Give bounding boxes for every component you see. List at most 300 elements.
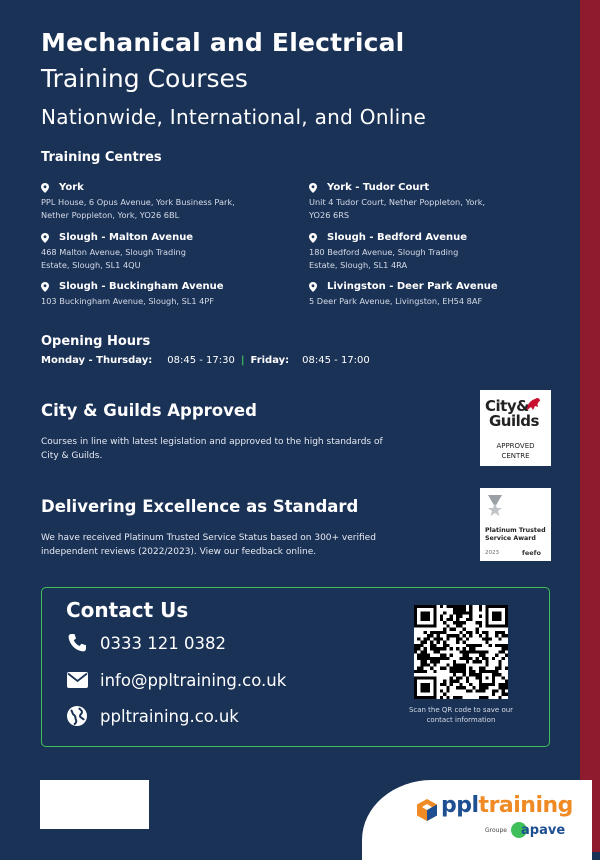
weekday-label: Monday - Thursday: xyxy=(41,355,153,366)
qr-module xyxy=(498,667,501,670)
qr-module xyxy=(469,631,472,634)
friday-label: Friday: xyxy=(250,355,290,366)
centre-address: 468 Malton Avenue, Slough Trading Estate, Slough, SL1 4QU xyxy=(41,247,186,270)
qr-module xyxy=(446,663,449,666)
qr-module xyxy=(420,611,430,621)
map-pin-icon xyxy=(41,183,49,193)
qr-module xyxy=(446,634,449,637)
qr-module xyxy=(417,637,420,640)
centre-name: Livingston - Deer Park Avenue xyxy=(327,281,498,292)
qr-module xyxy=(414,650,417,653)
centre-address: 103 Buckingham Avenue, Slough, SL1 4PF xyxy=(41,296,215,306)
qr-module xyxy=(440,667,443,670)
qr-module xyxy=(420,670,423,673)
qr-module xyxy=(466,637,469,640)
qr-module xyxy=(440,637,443,640)
qr-module xyxy=(433,631,436,634)
qr-module xyxy=(417,644,420,647)
qr-module xyxy=(485,660,488,663)
contact-phone[interactable]: 0333 121 0382 xyxy=(100,633,226,653)
award-star-icon xyxy=(486,493,504,523)
qr-module xyxy=(479,605,482,608)
qr-module xyxy=(453,670,456,673)
qr-module xyxy=(443,611,446,614)
qr-module xyxy=(430,647,433,650)
hours-heading: Opening Hours xyxy=(41,334,151,349)
qr-module xyxy=(489,637,492,640)
qr-module xyxy=(463,611,466,614)
qr-module xyxy=(479,654,482,657)
qr-module xyxy=(453,611,456,614)
qr-module xyxy=(485,631,488,634)
contact-website[interactable]: ppltraining.co.uk xyxy=(100,706,239,726)
qr-module xyxy=(430,667,433,670)
qr-module xyxy=(456,676,459,679)
qr-module xyxy=(453,608,456,611)
qr-module xyxy=(456,670,459,673)
qr-code[interactable] xyxy=(414,605,508,699)
qr-module xyxy=(485,634,488,637)
logo-brand-a: ppl xyxy=(441,793,479,818)
centre-slough-buckingham xyxy=(41,280,301,308)
qr-module xyxy=(495,644,498,647)
qr-module xyxy=(459,621,462,624)
globe-icon xyxy=(66,705,88,727)
centre-name-row xyxy=(309,231,569,245)
qr-module xyxy=(482,650,485,653)
logo-brand-b: training xyxy=(478,793,573,818)
qr-module xyxy=(469,673,472,676)
qr-module xyxy=(482,667,485,670)
qr-module xyxy=(450,605,453,608)
blank-label-box xyxy=(40,780,149,829)
qr-module xyxy=(463,686,466,689)
qr-module xyxy=(459,670,462,673)
contact-email[interactable]: info@ppltraining.co.uk xyxy=(100,670,287,690)
qr-module xyxy=(463,673,466,676)
qr-module xyxy=(420,644,423,647)
qr-module xyxy=(479,696,482,699)
qr-module xyxy=(485,657,488,660)
qr-module xyxy=(469,605,472,608)
badge-line2: Guilds xyxy=(489,412,539,430)
qr-module xyxy=(446,657,449,660)
qr-module xyxy=(420,657,423,660)
qr-module xyxy=(482,637,485,640)
qr-module xyxy=(479,615,482,618)
qr-module xyxy=(456,621,459,624)
qr-module xyxy=(463,657,466,660)
qr-module xyxy=(459,667,462,670)
qr-module xyxy=(430,657,433,660)
qr-module xyxy=(463,670,466,673)
qr-module xyxy=(453,673,456,676)
badge-line4: CENTRE xyxy=(501,452,530,460)
centre-york-tudor-court xyxy=(309,181,569,222)
qr-module xyxy=(450,683,453,686)
qr-module xyxy=(505,667,508,670)
qr-module xyxy=(450,676,453,679)
qr-module xyxy=(417,670,420,673)
qr-module xyxy=(463,667,466,670)
qr-module xyxy=(463,634,466,637)
qr-module xyxy=(427,637,430,640)
qr-module xyxy=(456,624,459,627)
qr-module xyxy=(476,676,479,679)
qr-module xyxy=(476,657,479,660)
qr-module xyxy=(453,634,456,637)
qr-module xyxy=(469,615,472,618)
qr-module xyxy=(440,631,443,634)
qr-module xyxy=(456,618,459,621)
qr-module xyxy=(443,647,446,650)
qr-module xyxy=(437,657,440,660)
apave-logo xyxy=(511,822,565,838)
qr-module xyxy=(433,644,436,647)
qr-module xyxy=(505,644,508,647)
qr-module xyxy=(472,673,475,676)
qr-module xyxy=(469,689,472,692)
qr-module xyxy=(450,618,453,621)
qr-module xyxy=(414,670,417,673)
centre-name: York xyxy=(59,182,84,193)
qr-module xyxy=(427,654,430,657)
qr-module xyxy=(476,631,479,634)
qr-module xyxy=(459,683,462,686)
qr-module xyxy=(437,631,440,634)
qr-module xyxy=(502,689,505,692)
qr-module xyxy=(469,634,472,637)
qr-module xyxy=(495,670,498,673)
qr-module xyxy=(472,647,475,650)
qr-module xyxy=(440,605,443,608)
qr-module xyxy=(453,696,456,699)
qr-module xyxy=(459,663,462,666)
phone-icon xyxy=(66,632,88,654)
qr-module xyxy=(446,689,449,692)
qr-module xyxy=(482,686,485,689)
qr-module xyxy=(469,611,472,614)
qr-module xyxy=(446,618,449,621)
qr-module xyxy=(456,696,459,699)
qr-module xyxy=(446,637,449,640)
qr-module xyxy=(459,624,462,627)
qr-module xyxy=(446,624,449,627)
qr-module xyxy=(498,683,501,686)
centre-name: Slough - Malton Avenue xyxy=(59,232,194,243)
qr-module xyxy=(456,667,459,670)
qr-module xyxy=(479,650,482,653)
page-subtitle: Nationwide, International, and Online xyxy=(41,105,427,129)
qr-module xyxy=(440,657,443,660)
qr-module xyxy=(492,693,495,696)
qr-module xyxy=(443,667,446,670)
city-guilds-text: Courses in line with latest legislation and approved to the high standards of City & Guilds. xyxy=(41,437,383,461)
map-pin-icon xyxy=(309,282,317,292)
qr-module xyxy=(420,663,423,666)
qr-module xyxy=(466,657,469,660)
side-stripe xyxy=(580,0,600,852)
qr-module xyxy=(479,634,482,637)
qr-module xyxy=(440,618,443,621)
qr-module xyxy=(469,683,472,686)
qr-module xyxy=(424,641,427,644)
qr-module xyxy=(476,644,479,647)
qr-module xyxy=(479,667,482,670)
qr-module xyxy=(459,676,462,679)
qr-module xyxy=(485,686,488,689)
qr-module xyxy=(420,660,423,663)
qr-module xyxy=(443,644,446,647)
qr-module xyxy=(505,693,508,696)
qr-module xyxy=(424,654,427,657)
qr-module xyxy=(469,650,472,653)
qr-module xyxy=(498,637,501,640)
qr-module xyxy=(450,670,453,673)
centre-slough-bedford xyxy=(309,231,569,272)
qr-module xyxy=(472,660,475,663)
qr-module xyxy=(414,647,417,650)
qr-module xyxy=(414,644,417,647)
qr-module xyxy=(463,608,466,611)
qr-module xyxy=(463,605,466,608)
qr-module xyxy=(440,615,443,618)
qr-module xyxy=(453,628,456,631)
qr-module xyxy=(424,631,427,634)
qr-module xyxy=(479,660,482,663)
qr-module xyxy=(456,686,459,689)
qr-module xyxy=(420,641,423,644)
centre-livingston xyxy=(309,280,569,308)
centre-address: 5 Deer Park Avenue, Livingston, EH54 8AF xyxy=(309,296,483,306)
qr-module xyxy=(502,631,505,634)
qr-module xyxy=(443,621,446,624)
weekday-time: 08:45 - 17:30 xyxy=(167,355,235,366)
qr-module xyxy=(453,663,456,666)
qr-module xyxy=(466,644,469,647)
qr-module xyxy=(495,689,498,692)
qr-module xyxy=(459,650,462,653)
qr-module xyxy=(456,641,459,644)
qr-module xyxy=(498,660,501,663)
qr-module xyxy=(440,689,443,692)
qr-module xyxy=(466,680,469,683)
qr-module xyxy=(430,644,433,647)
qr-module xyxy=(492,611,502,621)
ppl-cube-logo-icon xyxy=(417,799,437,821)
qr-module xyxy=(430,641,433,644)
qr-module xyxy=(433,670,436,673)
qr-module xyxy=(463,654,466,657)
page-title-line2: Training Courses xyxy=(41,64,248,93)
page-title: Mechanical and Electrical xyxy=(41,28,405,57)
centre-name-row xyxy=(41,231,301,245)
qr-module xyxy=(485,663,488,666)
qr-module xyxy=(479,644,482,647)
qr-module xyxy=(505,634,508,637)
centre-name-row xyxy=(309,280,569,294)
qr-module xyxy=(505,654,508,657)
opening-hours-row xyxy=(41,355,370,366)
qr-module xyxy=(466,660,469,663)
qr-module xyxy=(437,660,440,663)
qr-module xyxy=(433,660,436,663)
qr-module xyxy=(472,644,475,647)
qr-module xyxy=(469,644,472,647)
qr-module xyxy=(450,628,453,631)
qr-module xyxy=(450,667,453,670)
qr-module xyxy=(440,683,443,686)
qr-module xyxy=(502,683,505,686)
qr-module xyxy=(424,663,427,666)
qr-module xyxy=(443,631,446,634)
qr-module xyxy=(443,680,446,683)
excellence-heading: Delivering Excellence as Standard xyxy=(41,497,359,516)
qr-module xyxy=(479,689,482,692)
qr-module xyxy=(459,608,462,611)
qr-module xyxy=(489,644,492,647)
centre-name: York - Tudor Court xyxy=(327,182,430,193)
friday-time: 08:45 - 17:00 xyxy=(302,355,370,366)
qr-module xyxy=(420,654,423,657)
qr-module xyxy=(469,608,472,611)
qr-module xyxy=(443,683,446,686)
qr-module xyxy=(463,621,466,624)
qr-module xyxy=(476,689,479,692)
qr-module xyxy=(456,608,459,611)
qr-module xyxy=(469,670,472,673)
qr-module xyxy=(469,647,472,650)
qr-module xyxy=(437,637,440,640)
qr-module xyxy=(485,676,488,679)
qr-module xyxy=(482,631,485,634)
qr-module xyxy=(443,654,446,657)
qr-module xyxy=(476,621,479,624)
qr-module xyxy=(453,667,456,670)
contact-email-row[interactable] xyxy=(66,669,286,691)
qr-module xyxy=(440,696,443,699)
centre-name: Slough - Bedford Avenue xyxy=(327,232,468,243)
qr-module xyxy=(453,621,456,624)
qr-module xyxy=(463,641,466,644)
qr-module xyxy=(502,693,505,696)
qr-module xyxy=(450,654,453,657)
badge-year: 2023 xyxy=(485,550,499,556)
qr-module xyxy=(433,663,436,666)
qr-module xyxy=(463,647,466,650)
qr-module xyxy=(446,686,449,689)
qr-module xyxy=(417,657,420,660)
qr-module xyxy=(469,618,472,621)
qr-module xyxy=(492,657,495,660)
map-pin-icon xyxy=(41,282,49,292)
qr-module xyxy=(485,641,488,644)
qr-module xyxy=(469,667,472,670)
centres-heading: Training Centres xyxy=(41,150,162,165)
qr-module xyxy=(440,647,443,650)
qr-module xyxy=(502,676,505,679)
qr-module xyxy=(453,660,456,663)
qr-module xyxy=(450,647,453,650)
qr-module xyxy=(472,670,475,673)
city-guilds-badge xyxy=(480,390,551,466)
qr-module xyxy=(466,689,469,692)
qr-module xyxy=(495,634,498,637)
centre-address: Unit 4 Tudor Court, Nether Poppleton, York, YO26 6RS xyxy=(309,197,486,220)
qr-module xyxy=(427,657,430,660)
centre-name-row xyxy=(41,181,301,195)
qr-module xyxy=(424,660,427,663)
qr-module xyxy=(459,696,462,699)
qr-module xyxy=(495,673,498,676)
centre-slough-malton xyxy=(41,231,301,272)
logo-panel xyxy=(362,780,592,860)
qr-module xyxy=(498,650,501,653)
qr-module xyxy=(505,647,508,650)
ppl-training-logo xyxy=(441,793,573,818)
qr-module xyxy=(495,631,498,634)
qr-module xyxy=(443,657,446,660)
qr-module xyxy=(485,637,488,640)
qr-module xyxy=(466,611,469,614)
qr-module xyxy=(463,650,466,653)
qr-module xyxy=(427,663,430,666)
qr-module xyxy=(443,628,446,631)
centre-address: PPL House, 6 Opus Avenue, York Business Park, Nether Poppleton, York, YO26 6BL xyxy=(41,197,235,220)
centre-name: Slough - Buckingham Avenue xyxy=(59,281,224,292)
contact-phone-row[interactable] xyxy=(66,632,226,654)
qr-module xyxy=(433,657,436,660)
qr-module xyxy=(463,628,466,631)
qr-module xyxy=(479,608,482,611)
qr-module xyxy=(476,660,479,663)
qr-module xyxy=(502,647,505,650)
qr-module xyxy=(459,615,462,618)
qr-module xyxy=(433,650,436,653)
qr-module xyxy=(443,641,446,644)
qr-module xyxy=(459,686,462,689)
qr-module xyxy=(498,673,501,676)
qr-module xyxy=(466,676,469,679)
contact-website-row[interactable] xyxy=(66,705,239,727)
qr-module xyxy=(485,696,488,699)
qr-module xyxy=(482,689,485,692)
qr-module xyxy=(430,660,433,663)
qr-module xyxy=(446,605,449,608)
centre-name-row xyxy=(309,181,569,195)
contact-panel xyxy=(41,587,550,747)
qr-module xyxy=(424,650,427,653)
qr-module xyxy=(482,696,485,699)
contact-heading: Contact Us xyxy=(66,598,189,622)
qr-module xyxy=(433,647,436,650)
qr-module xyxy=(505,683,508,686)
qr-module xyxy=(492,689,495,692)
qr-module xyxy=(424,637,427,640)
qr-module xyxy=(443,693,446,696)
qr-module xyxy=(498,686,501,689)
qr-module xyxy=(424,647,427,650)
qr-module xyxy=(453,605,456,608)
qr-module xyxy=(482,657,485,660)
qr-module xyxy=(479,624,482,627)
qr-module xyxy=(456,663,459,666)
qr-module xyxy=(456,634,459,637)
qr-module xyxy=(459,605,462,608)
badge-line1: Platinum Trusted xyxy=(485,527,546,534)
qr-module xyxy=(459,631,462,634)
qr-module xyxy=(469,657,472,660)
